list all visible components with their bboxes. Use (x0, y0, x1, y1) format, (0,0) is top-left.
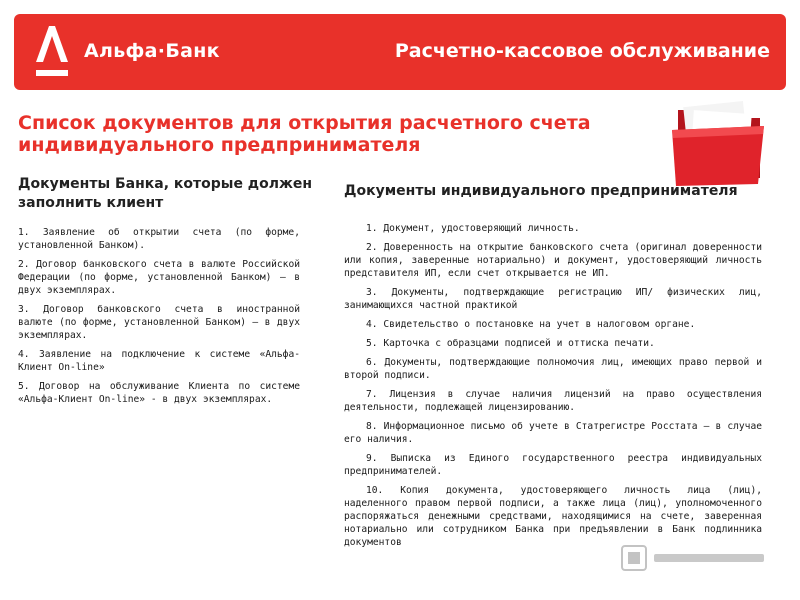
bank-documents-heading: Документы Банка, которые должен заполнить клиент (18, 176, 313, 211)
list-item: 1. Заявление об открытии счета (по форме, установленной Банком). (18, 227, 300, 251)
list-item: 4. Свидетельство о постановке на учет в налоговом органе. (366, 319, 696, 330)
page-title: Список документов для открытия расчетного счета индивидуального предпринимателя (18, 112, 591, 156)
alfa-bank-logo[interactable] (30, 22, 220, 82)
brand-name: Альфа·Банк (84, 40, 220, 62)
list-item: 5. Договор на обслуживание Клиента по системе «Альфа-Клиент On-line» - в двух экземплярах. (18, 381, 300, 405)
list-item: 5. Карточка с образцами подписей и оттиска печати. (366, 338, 655, 349)
entrepreneur-documents-list (344, 222, 762, 555)
alfa-logo-icon (30, 22, 74, 80)
list-item: 3. Договор банковского счета в иностранной валюте (по форме, установленной Банком) – в двух экземплярах. (18, 304, 300, 341)
list-item: 9. Выписка из Единого государственного реестра индивидуальных предпринимателей. (344, 453, 762, 477)
list-item: 1. Документ, удостоверяющий личность. (366, 223, 580, 234)
list-item: 8. Информационное письмо об учете в Статрегистре Росстата – в случае его наличия. (344, 421, 762, 445)
entrepreneur-documents-heading: Документы индивидуального предпринимателя (344, 183, 738, 199)
red-folder-icon (668, 96, 768, 188)
list-item: 2. Договор банковского счета в валюте Российской Федерации (по форме, установленной Банком) – в двух экземплярах. (18, 259, 300, 296)
service-title: Расчетно-кассовое обслуживание (394, 40, 770, 62)
list-item: 2. Доверенность на открытие банковского счета (оригинал доверенности или копия, заверенные нотариально) и документ, удостоверяющий личность представителя ИП, если счет открывается не ИП. (344, 242, 762, 279)
bank-documents-list (18, 226, 300, 412)
list-item: 6. Документы, подтверждающие полномочия лиц, имеющих право первой и второй подписи. (344, 357, 762, 381)
list-item: 4. Заявление на подключение к системе «Альфа-Клиент On-line» (18, 349, 300, 373)
watermark-logo-icon (620, 540, 770, 576)
list-item: 7. Лицензия в случае наличия лицензий на право осуществления деятельности, подлежащей лицензированию. (344, 389, 762, 413)
list-item: 3. Документы, подтверждающие регистрацию ИП/ физических лиц, занимающихся частной практикой (344, 287, 762, 311)
list-item: 10. Копия документа, удостоверяющего личность лица (лиц), наделенного правом первой подписи, а также лица (лиц), уполномоченного распоряжаться денежными средствами, находящимися на счете, заверенная нотариально или сотрудником Банка при предъявлении в Банк подлинника документов (344, 485, 762, 548)
